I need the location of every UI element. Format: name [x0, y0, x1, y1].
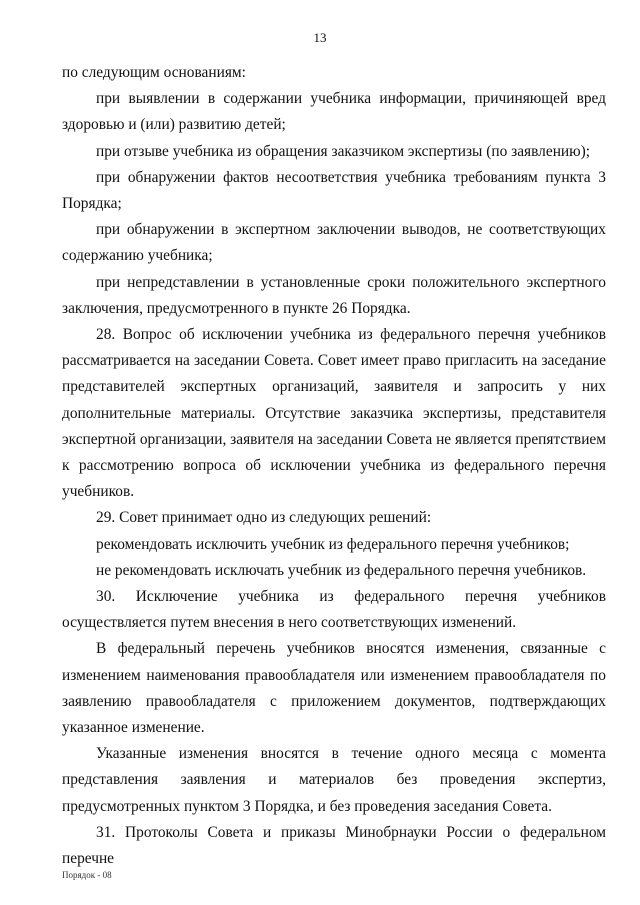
paragraph: 29. Совет принимает одно из следующих решений: [96, 509, 432, 527]
paragraph: рекомендовать исключить учебник из федерального перечня учебников; [96, 535, 570, 553]
document-body [62, 60, 606, 872]
paragraph: 31. Протоколы Совета и приказы Минобрнауки России о федеральном перечне [62, 823, 606, 868]
page-number: 13 [313, 30, 327, 45]
paragraph: при непредставлении в установленные сроки положительного экспертного заключения, предусмотренного в пункте 26 Порядка. [62, 273, 606, 317]
paragraph: 30. Исключение учебника из федерального перечня учебников осуществляется путем внесения в него соответствующих изменений. [62, 588, 606, 632]
paragraph: В федеральный перечень учебников вносятся изменения, связанные с изменением наименования правообладателя или изменением правообладателя по заявлению правообладателя с приложением документов, подтверждающих указанное изменение. [62, 640, 606, 737]
paragraph: при обнаружении фактов несоответствия учебника требованиям пункта 3 Порядка; [62, 168, 606, 213]
paragraph: при обнаружении в экспертном заключении выводов, не соответствующих содержанию учебника; [62, 221, 606, 265]
paragraph: при отзыве учебника из обращения заказчиком экспертизы (по заявлению); [96, 142, 591, 160]
paragraph: по следующим основаниям: [62, 64, 246, 81]
paragraph: Указанные изменения вносятся в течение одного месяца с момента представления заявления и материалов без проведения экспертиз, предусмотренных пунктом 3 Порядка, и без проведения заседания Совета. [62, 745, 606, 815]
paragraph: при выявлении в содержании учебника информации, причиняющей вред здоровью и (или) развитию детей; [62, 90, 606, 134]
paragraph: не рекомендовать исключать учебник из федерального перечня учебников. [96, 561, 587, 579]
footer-doc-code: Порядок - 08 [62, 870, 112, 880]
paragraph: 28. Вопрос об исключении учебника из федерального перечня учебников рассматривается на заседании Совета. Совет имеет право пригласить на заседание представителей экспертных организаций, заявителя и запросить у них дополнительные материалы. Отсутствие заказчика экспертизы, представителя экспертной организации, заявителя на заседании Совета не является препятствием к рассмотрению вопроса об исключении учебника из федерального перечня учебников. [62, 326, 607, 501]
